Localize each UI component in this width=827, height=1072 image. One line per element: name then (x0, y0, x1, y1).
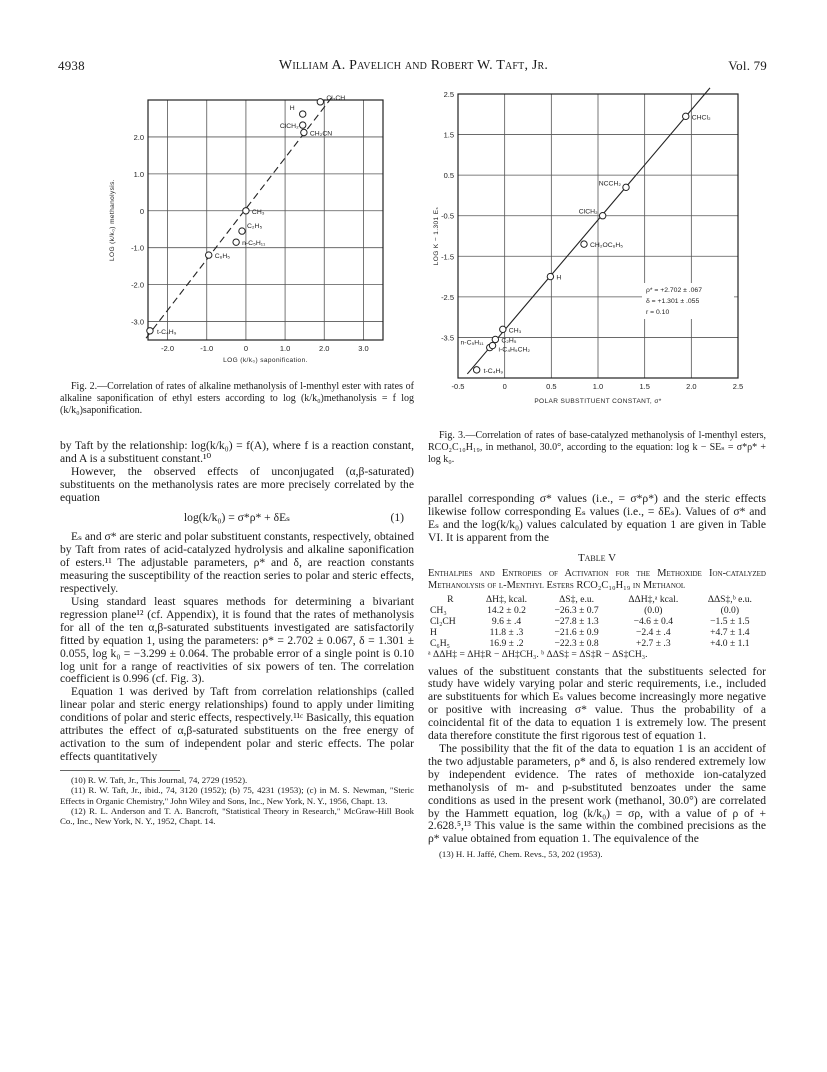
data-point (300, 111, 306, 117)
x-tick-label: -0.5 (451, 382, 465, 391)
table-header: ΔH‡, kcal. (485, 593, 528, 605)
x-tick-label: -1.0 (200, 344, 214, 353)
running-title: William A. Pavelich and Robert W. Taft, Jr. (278, 58, 549, 73)
table-row (428, 638, 766, 649)
paragraph: by Taft by the relationship: log(k/k₀) = f(A), where f is a reaction constant, and A is a substituent constant.¹⁰ (60, 439, 414, 465)
table-cell: −27.8 ± 1.3 (554, 615, 599, 627)
x-tick-label: 2.0 (319, 344, 330, 353)
point-label: ClCH₂ (578, 208, 598, 216)
point-label: CH₃ (251, 208, 265, 216)
y-tick-label: 1.5 (443, 130, 454, 140)
paragraph: Using standard least squares methods for determining a bivariant regression plane¹² (cf. Appendix), it is found that the rates of methanolysis for all of the ten α,β-saturated substituents investigated are satisfactorily fitted by equation 1, using the parameters: ρ* = 2.702 ± 0.067, δ = 1.301 ± 0.055, log k₀ = −3.299 ± 0.064. The probable error of a single point is 0.10 log unit for a range of reactivities of six powers of ten. The correlation coefficient is 0.996 (cf. Fig. 3). (60, 594, 414, 686)
y-tick-label: -3.0 (131, 317, 144, 327)
volume-label: Vol. 79 (728, 58, 767, 73)
point-label: t-C₄H₉ (156, 328, 177, 336)
table-header: ΔΔS‡,ᵇ e.u. (707, 593, 752, 605)
point-label: H (289, 105, 295, 113)
table-row (428, 605, 766, 616)
table-cell: Cl₂CH (430, 615, 456, 627)
y-tick-label: -1.0 (131, 243, 144, 253)
table-cell: −2.4 ± .4 (635, 626, 671, 638)
data-point (317, 99, 323, 105)
table-cell: +2.7 ± .3 (635, 637, 671, 649)
data-point (581, 241, 587, 247)
data-point (623, 184, 629, 190)
x-tick-label: 1.0 (279, 344, 291, 353)
data-point (233, 239, 239, 245)
y-axis-label: LOG (k/k₀) methanolysis. (109, 178, 116, 262)
table-footnote: ᵃ ΔΔH‡ = ΔH‡R − ΔH‡CH₃. ᵇ ΔΔS‡ = ΔS‡R − ΔS‡CH₃. (428, 648, 648, 660)
point-label: n-C₅H₁₁ (460, 339, 484, 347)
table-cell: H (430, 626, 437, 638)
equation-1 (60, 512, 414, 525)
point-label: i-C₄H₉CH₂ (498, 346, 531, 354)
data-point (243, 208, 249, 214)
figure-2-caption-block (60, 381, 414, 418)
x-tick-label: 3.0 (358, 344, 369, 353)
equation-text: log(k/k₀) = σ*ρ* + δEₛ (183, 510, 291, 524)
y-axis-label: LOG K − 1.301 Eₛ (433, 206, 440, 266)
point-label: C₂H₅ (501, 337, 517, 345)
data-point (492, 336, 498, 342)
x-tick-label: 2.0 (686, 382, 697, 391)
y-tick-label: -1.5 (441, 252, 454, 262)
page-number: 4938 (58, 58, 85, 73)
table-row (428, 627, 766, 638)
table-cell: 14.2 ± 0.2 (487, 604, 526, 616)
table-cell: 16.9 ± .2 (489, 637, 524, 649)
data-point (301, 129, 307, 135)
fit-parameter-text: ρ* = +2.702 ± .067 (646, 287, 702, 294)
equation-number: (1) (390, 510, 404, 524)
point-label: t-C₄H₉ (483, 367, 504, 375)
point-label: CH₃ (508, 327, 522, 335)
table-v (428, 594, 766, 649)
table-cell: 11.8 ± .3 (489, 626, 524, 638)
x-tick-label: 0 (243, 344, 249, 353)
point-label: CH₂OC₆H₅ (590, 242, 624, 250)
figure-3-caption-block (428, 430, 766, 467)
footnote: (12) R. L. Anderson and T. A. Bancroft, "Statistical Theory in Research," McGraw-Hill Book Co., Inc., New York, N. Y., 1952, Chapt. 14. (60, 805, 414, 827)
data-point (147, 328, 153, 334)
point-label: C₆H₅ (214, 253, 231, 261)
fit-parameter-text: δ = +1.301 ± .055 (646, 298, 700, 305)
x-tick-label: 1.0 (592, 382, 604, 391)
y-tick-label: 0 (139, 206, 144, 216)
data-point (500, 326, 506, 332)
data-point (300, 122, 306, 128)
data-point (683, 113, 689, 119)
footnote: (13) H. H. Jaffé, Chem. Revs., 53, 202 (1953). (439, 849, 603, 860)
point-label: n-C₅H₁₁ (242, 240, 266, 248)
table-cell: +4.0 ± 1.1 (710, 637, 750, 649)
y-tick-label: 0.5 (443, 171, 454, 181)
data-point (239, 228, 245, 234)
point-label: NCCH₂ (598, 180, 621, 188)
table-header: ΔΔH‡,ᵃ kcal. (628, 593, 679, 605)
table-cell: (0.0) (720, 604, 740, 616)
data-point (206, 252, 212, 258)
table-cell: +4.7 ± 1.4 (710, 626, 750, 638)
table-cell: −26.3 ± 0.7 (554, 604, 599, 616)
table-cell: 9.6 ± .4 (491, 615, 522, 627)
table-cell: −4.6 ± 0.4 (633, 615, 674, 627)
figure-2-caption: Fig. 2.—Correlation of rates of alkaline methanolysis of l-menthyl ester with rates of alkaline saponification of ethyl esters according to log (k/k₀)methanolysis = f log (k/k₀)saponification. (60, 381, 414, 417)
table-cell: (0.0) (644, 604, 663, 616)
table-row (428, 616, 766, 627)
point-label: CHCl₂ (691, 114, 711, 122)
paragraph: The possibility that the fit of the data to equation 1 is an accident of the two adjustable parameters, ρ* and δ, is also rendered extremely low by independent evidence. The rates of methoxide ion-catalyzed methanolysis of m- and p-substituted benzoates under the same conditions as used in the present work (methanol, 30.0°) are correlated by the Hammett equation, log (k/k₀) = σρ, with a value of ρ of + 2.628.⁵,¹³ This value is the same within the combined precisions as the ρ* value obtained from equation 1. The equivalence of the (428, 741, 766, 846)
footnote: (11) R. W. Taft, Jr., ibid., 74, 3120 (1952); (b) 75, 4231 (1953); (c) in M. S. Newman, "Steric Effects in Organic Chemistry," John Wiley and Sons, Inc., New York, N. Y., 1956, Chapt. 13. (60, 785, 414, 806)
point-label: ClCH₂ (279, 123, 299, 131)
data-point (599, 213, 605, 219)
y-tick-label: -3.5 (441, 333, 454, 343)
paragraph: parallel corresponding σ* values (i.e., = σ*ρ*) and the steric effects likewise follow corresponding Eₛ values (i.e., = δEₛ). Values of σ* and Eₛ and the log(k/k₀) values calculated by equation 1 are given in Table VI. It is apparent from the (428, 492, 766, 544)
y-tick-label: -2.5 (441, 292, 454, 302)
data-point (473, 367, 479, 373)
table-header: R (447, 593, 454, 605)
point-label: H (556, 274, 562, 282)
x-axis-label: POLAR SUBSTITUENT CONSTANT, σ* (534, 398, 662, 405)
x-tick-label: 0 (502, 382, 507, 391)
table-cell: −1.5 ± 1.5 (710, 615, 750, 627)
y-tick-label: 2.5 (443, 90, 454, 99)
table-header-row (428, 594, 766, 605)
point-label: Cl₂CH (326, 94, 346, 102)
table-cell: CH₃ (430, 604, 447, 616)
y-tick-label: -0.5 (441, 211, 454, 221)
fit-parameter-text: r = 0.10 (646, 309, 670, 316)
table-cell: C₆H₅ (430, 637, 451, 649)
x-tick-label: 2.5 (732, 382, 744, 391)
y-tick-label: 2.0 (133, 132, 144, 142)
data-point (547, 273, 553, 279)
paragraph: However, the observed effects of unconjugated (α,β-saturated) substituents on the methanolysis rates are more precisely correlated by the equation (60, 464, 414, 504)
y-tick-label: 1.0 (133, 169, 144, 179)
right-column (428, 493, 766, 860)
x-axis-label: LOG (k/k₀) saponification. (223, 357, 308, 364)
table-cell: −22.3 ± 0.8 (554, 637, 599, 649)
paragraph: values of the substituent constants that the substituents selected for study have widely varying polar and steric requirements, i.e., included are substituents for which Eₛ values become increasingly more negative or positive with increasing σ* value. Thus the probability of a coincidental fit of the data to equation 1 is extremely low. The present data therefore constitute the first rigorous test of equation 1. (428, 664, 766, 743)
figure-3-caption: Fig. 3.—Correlation of rates of base-catalyzed methanolysis of l-menthyl esters, RCO₂C₁₀H₁₉, in methanol, 30.0°, according to the equation: log k − SEₛ = σ*ρ* + log k₀. (428, 430, 766, 466)
table-cell: −21.6 ± 0.9 (554, 626, 599, 638)
point-label: CH₂CN (309, 130, 333, 138)
y-tick-label: -2.0 (131, 280, 144, 290)
x-tick-label: 1.5 (639, 382, 650, 391)
footnote-rule (60, 770, 180, 771)
table-title: Table V (577, 551, 617, 564)
x-tick-label: -2.0 (161, 344, 175, 353)
point-label: C₂H₅ (247, 223, 263, 231)
plot-frame (148, 100, 383, 340)
left-column (60, 440, 414, 827)
table-header: ΔS‡, e.u. (559, 593, 595, 605)
figure-2-chart (100, 88, 410, 378)
data-point (489, 342, 495, 348)
paragraph: Eₛ and σ* are steric and polar substituent constants, respectively, obtained by Taft from rates of acid-catalyzed hydrolysis and alkaline saponification of esters.¹¹ The adjustable parameters, ρ* and δ, are reaction constants measuring the susceptibility of the reaction series to polar and steric effects, respectively. (60, 530, 414, 596)
footnote: (10) R. W. Taft, Jr., This Journal, 74, 2729 (1952). (71, 774, 248, 785)
figure-3-chart (428, 86, 758, 424)
x-tick-label: 0.5 (546, 382, 557, 391)
paragraph: Equation 1 was derived by Taft from correlation relationships (called linear polar and steric energy relationships) found to apply under limiting conditions of polar and steric effects, respectively.¹¹ᶜ Basically, this equation attributes the effect of α,β-saturated substituents on the free energy of activation to the sum of independent polar and steric effects. The polar effects quantitatively (60, 685, 414, 763)
table-description: Enthalpies and Entropies of Activation for the Methoxide Ion-catalyzed Methanolysis of l-Menthyl Esters RCO₂C₁₀H₁₉ in Methanol (428, 567, 766, 591)
